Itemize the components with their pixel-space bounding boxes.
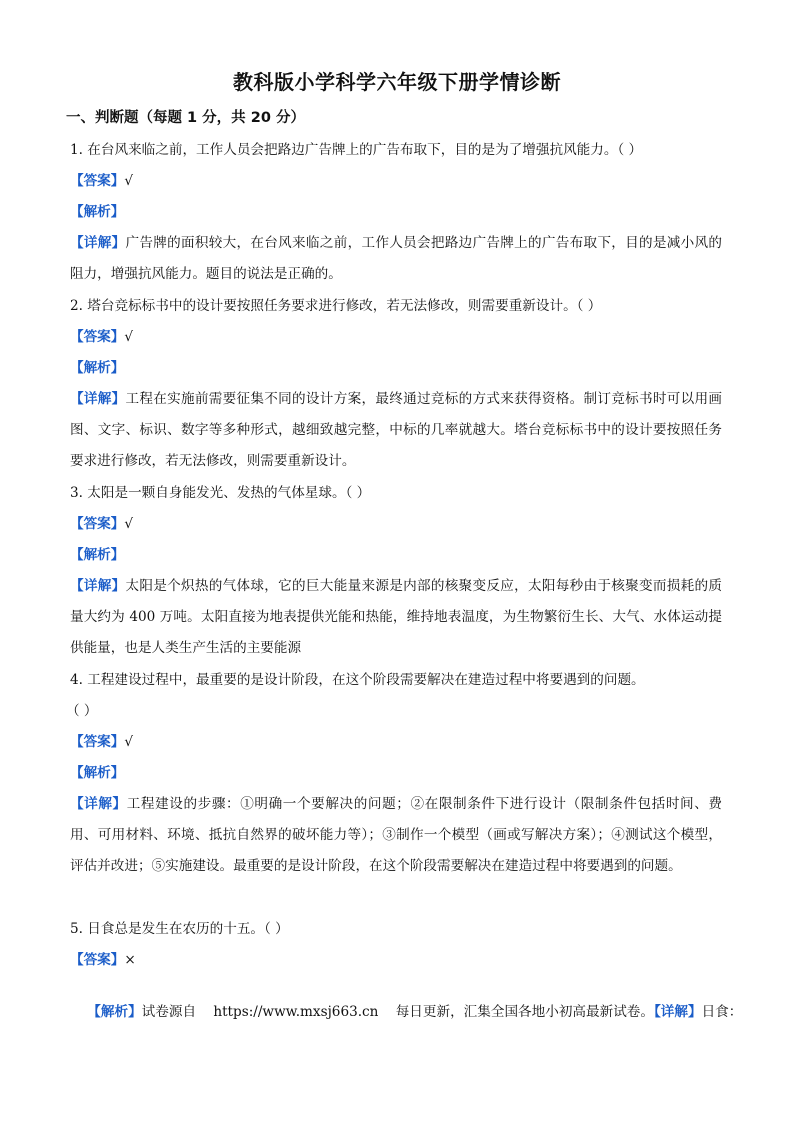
detail-text: 工程在实施前需要征集不同的设计方案，最终通过竞标的方式来获得资格。制订竞标书时可以用画图、文字、标识、数字等多种形式，越细致越完整，中标的几率就越大。塔台竞标标书中的设计要按照任务要求进行修改，若无法修改，则需要重新设计。: [70, 391, 722, 469]
answer-value: √: [124, 516, 134, 532]
analysis-1: [70, 202, 730, 222]
question-4: 4. 工程建设过程中，最重要的是设计阶段，在这个阶段需要解决在建造过程中将要遇到的问题。: [70, 672, 645, 688]
analysis-4: [70, 763, 730, 783]
page-title: 教科版小学科学六年级下册学情诊断: [233, 70, 561, 94]
question-2: 2. 塔台竞标标书中的设计要按照任务要求进行修改，若无法修改，则需要重新设计。（ ）: [70, 298, 602, 314]
detail-text: 工程建设的步骤：①明确一个要解决的问题；②在限制条件下进行设计（限制条件包括时间、费用、可用材料、环境、抵抗自然界的破坏能力等）；③制作一个模型（画或写解决方案）；④测试这个模型，评估并改进；⑤实施建设。最重要的是设计阶段，在这个阶段需要解决在建造过程中将要遇到的问题。: [70, 796, 722, 874]
detail-1: [70, 228, 722, 290]
detail-label: 【详解】: [70, 235, 126, 251]
section-header: 一、判断题（每题 1 分，共 20 分）: [66, 110, 305, 126]
answer-label: 【答案】: [70, 734, 125, 750]
analysis-2: [70, 358, 730, 378]
analysis-3: [70, 545, 730, 565]
question-4-blank: （ ）: [66, 703, 98, 719]
answer-value: √: [124, 329, 134, 345]
answer-label: 【答案】: [70, 329, 125, 345]
answer-3: [70, 514, 730, 534]
answer-label: 【答案】: [70, 516, 125, 532]
answer-4: [70, 732, 730, 752]
detail-text: 太阳是个炽热的气体球，它的巨大能量来源是内部的核聚变反应，太阳每秒由于核聚变而损耗的质量大约为 400 万吨。太阳直接为地表提供光能和热能，维持地表温度，为生物繁衍生长、大气、水体运动提供能量，也是人类生产生活的主要能源: [70, 578, 722, 656]
detail-3: [70, 571, 722, 664]
detail-label: 【详解】: [70, 578, 126, 594]
analysis-label: 【解析】: [70, 765, 125, 781]
detail-label: 【详解】: [654, 1004, 702, 1020]
analysis-5: [70, 982, 743, 1042]
detail-text: 日食：: [701, 1004, 743, 1020]
analysis-label: 【解析】: [87, 1004, 142, 1020]
analysis-label: 【解析】: [70, 204, 125, 220]
question-3: 3. 太阳是一颗自身能发光、发热的气体星球。（ ）: [70, 485, 371, 501]
answer-label: 【答案】: [70, 173, 125, 189]
question-1: 1. 在台风来临之前，工作人员会把路边广告牌上的广告布取下，目的是为了增强抗风能力。（ ）: [70, 142, 643, 158]
detail-label: 【详解】: [70, 391, 126, 407]
question-5: 5. 日食总是发生在农历的十五。（ ）: [70, 921, 289, 937]
answer-2: [70, 327, 730, 347]
answer-value: √: [124, 734, 134, 750]
detail-2: [70, 384, 722, 477]
detail-text: 广告牌的面积较大，在台风来临之前，工作人员会把路边广告牌上的广告布取下，目的是减小风的阻力，增强抗风能力。题目的说法是正确的。: [70, 235, 722, 282]
analysis-label: 【解析】: [70, 360, 125, 376]
answer-label: 【答案】: [70, 952, 125, 968]
answer-value: ×: [124, 952, 136, 968]
analysis-label: 【解析】: [70, 547, 125, 563]
answer-5: [70, 950, 730, 970]
analysis-text: 试卷源自 https://www.mxsj663.cn 每日更新，汇集全国各地小初高最新试卷。: [141, 1004, 654, 1020]
answer-1: [70, 171, 730, 191]
detail-4: [70, 789, 722, 882]
answer-value: √: [124, 173, 134, 189]
detail-label: 【详解】: [70, 796, 127, 812]
